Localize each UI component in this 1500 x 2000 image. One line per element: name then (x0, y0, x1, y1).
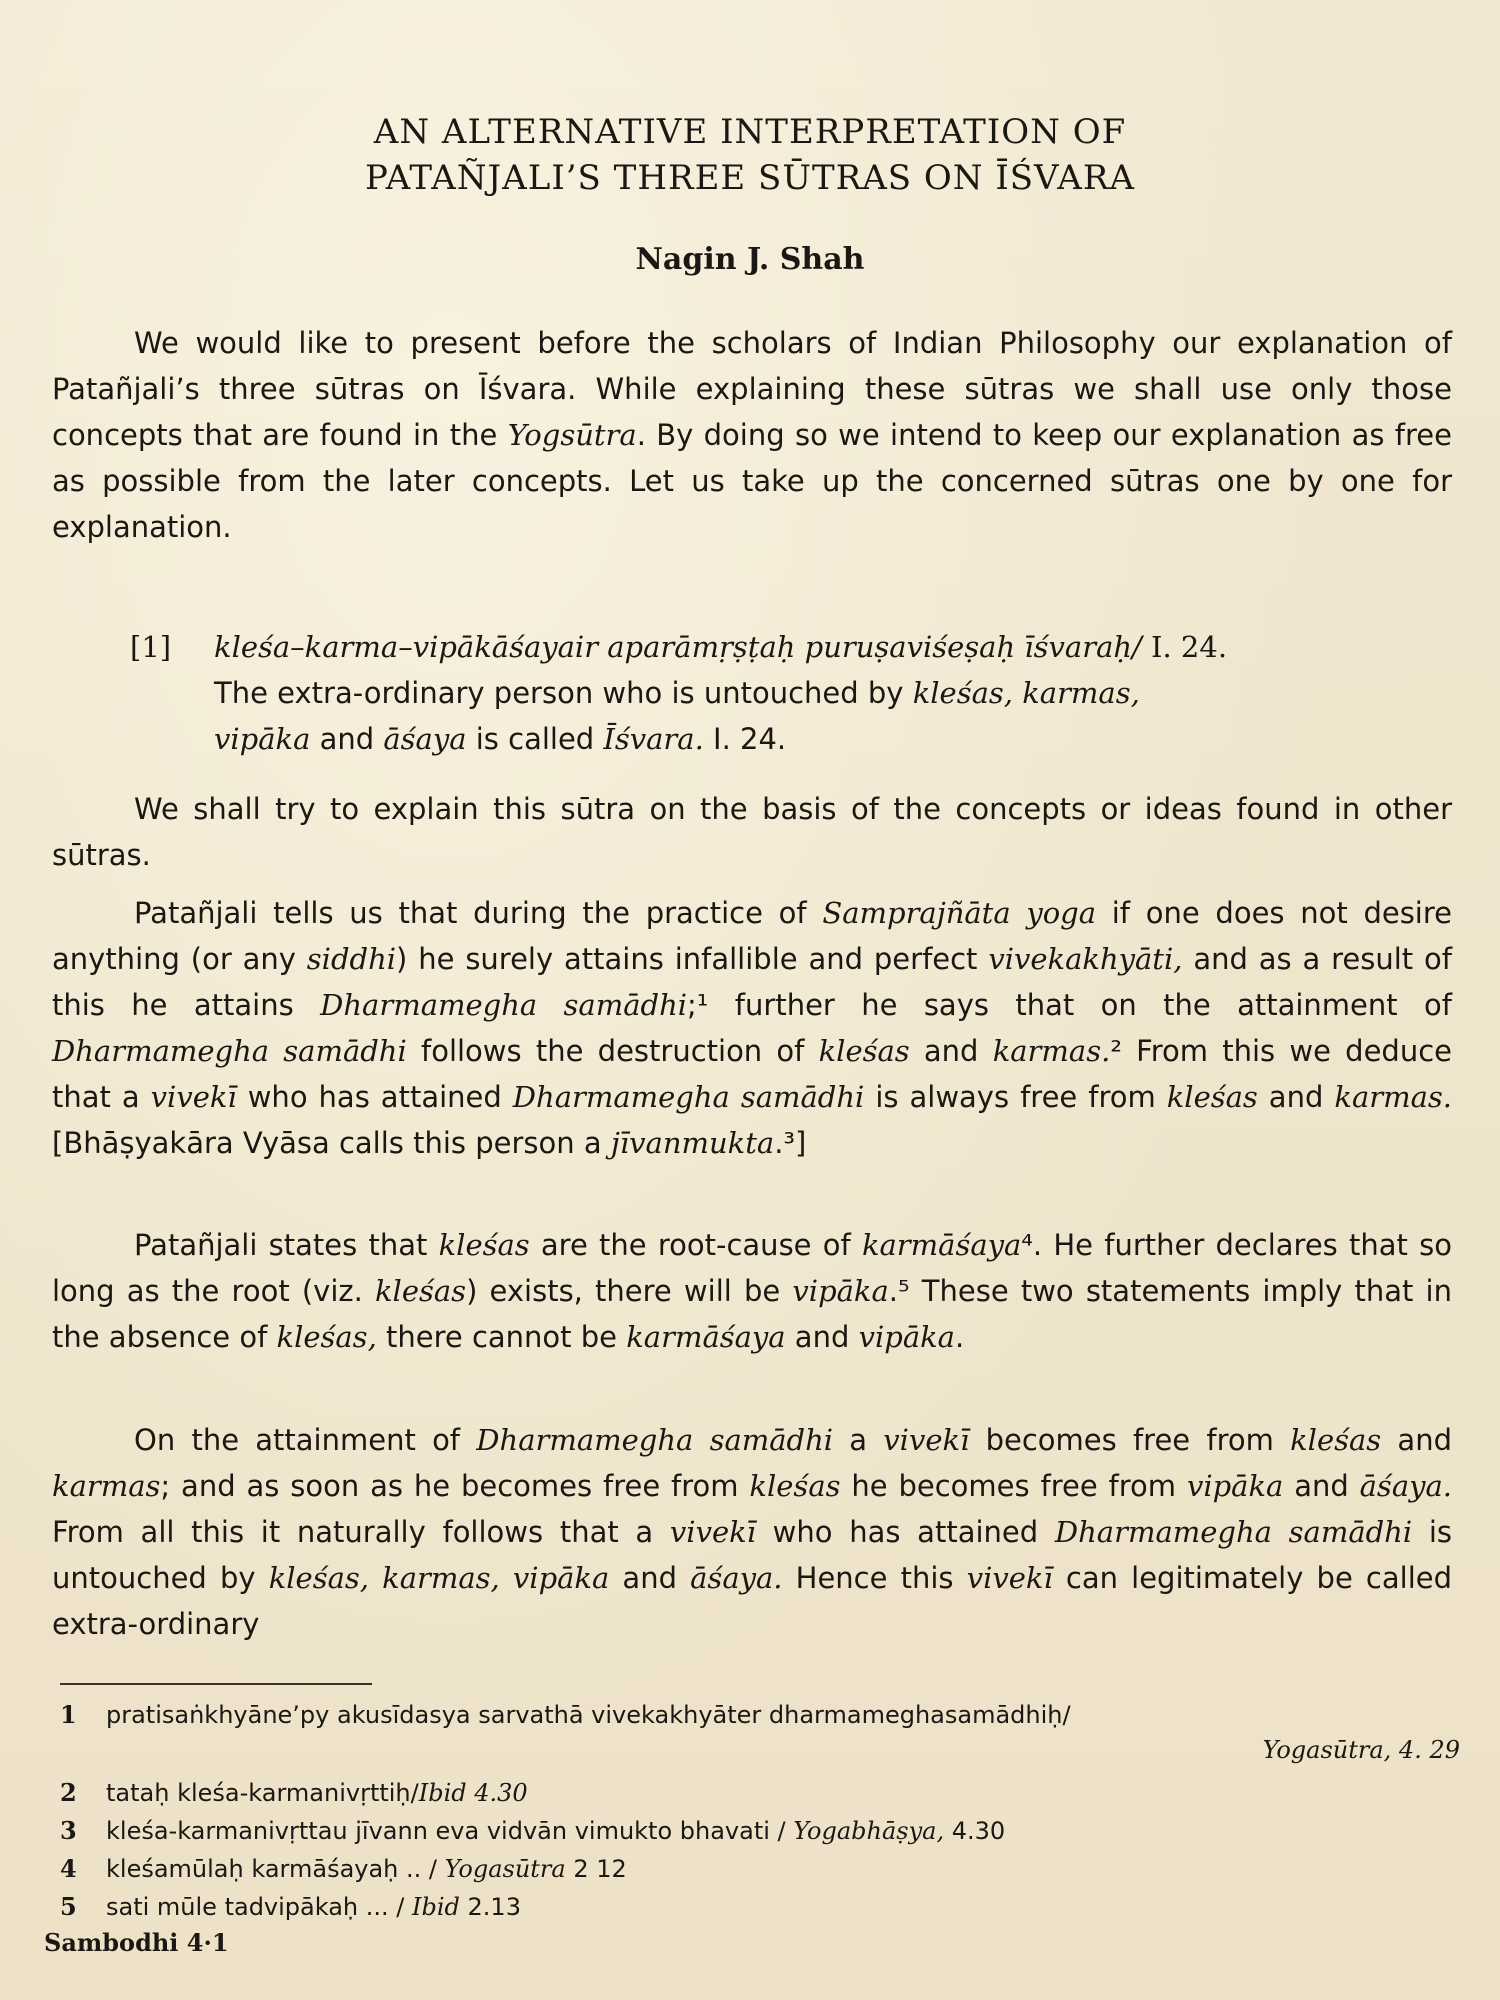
paragraph-patanjali: Patañjali tells us that during the practice of Samprajñāta yoga if one does not desire anything (or any siddhi) he surely attains infallible and perfect vivekakhyāti, and as a result of this he attains Dharmamegha samādhi;¹ further he says that on the attainment of Dharmamegha samādhi follows the destruction of kleśas and karmas.² From this we deduce that a vivekī who has attained Dharmamegha samādhi is always free from kleśas and karmas. [Bhāṣyakāra Vyāsa calls this person a jīvanmukta.³] (52, 896, 1452, 1160)
paragraph-conclusion: On the attainment of Dharmamegha samādhi a vivekī becomes free from kleśas and karmas; and as soon as he becomes free from kleśas he becomes free from vipāka and āśaya. From all this it naturally follows that a vivekī who has attained Dharmamegha samādhi is untouched by kleśas, karmas, vipāka and āśaya. Hence this vivekī can legitimately be called extra-ordinary (52, 1423, 1453, 1641)
article-title-line-2: PATAÑJALI’S THREE SŪTRAS ON ĪŚVARA (364, 158, 1136, 198)
paragraph-intro: We would like to present before the scholars of Indian Philosophy our explanation of Patañjali’s three sūtras on Īśvara. While explaining these sūtras we shall use only those concepts that are found in the Yogsūtra. By doing so we intend to keep our explanation as free as possible from the later concepts. Let us take up the concerned sūtras one by one for explanation. (52, 326, 1452, 544)
paragraph-root-cause: Patañjali states that kleśas are the root-cause of karmāśaya⁴. He further declares that so long as the root (viz. kleśas) exists, there will be vipāka.⁵ These two statements imply that in the absence of kleśas, there cannot be karmāśaya and vipāka. (52, 1228, 1452, 1354)
footnote-5: 5 sati mūle tadvipākaḥ ... / Ibid 2.13 (60, 1892, 521, 1921)
footnote-divider (60, 1683, 372, 1685)
footnote-4: 4 kleśamūlaḥ karmāśayaḥ .. / Yogasūtra 2 12 (60, 1854, 627, 1883)
journal-name: Sambodhi 4·1 (44, 1928, 229, 1957)
author-name: Nagin J. Shah (635, 242, 865, 277)
article-title-line-1: AN ALTERNATIVE INTERPRETATION OF (373, 112, 1127, 152)
footnote-1: 1 pratisaṅkhyāne’py akusīdasya sarvathā vivekakhyāter dharmameghasamādhiḥ/ (60, 1700, 1071, 1729)
sutra-number: [1] (130, 630, 172, 664)
sutra-translation: The extra-ordinary person who is untouched by kleśas, karmas, vipāka and āśaya is called Īśvara. I. 24. (214, 676, 1140, 756)
footnote-2: 2 tataḥ kleśa-karmanivṛttiḥ/Ibid 4.30 (60, 1778, 528, 1807)
sutra-sanskrit: kleśa–karma–vipākāśayair aparāmṛṣṭaḥ puruṣaviśeṣaḥ īśvaraḥ/ I. 24. (214, 630, 1228, 664)
footnote-1-source: Yogasūtra, 4. 29 (1262, 1736, 1460, 1764)
footnote-3: 3 kleśa-karmanivṛttau jīvann eva vidvān vimukto bhavati / Yogabhāṣya, 4.30 (60, 1816, 1006, 1845)
paragraph-explain: We shall try to explain this sūtra on the basis of the concepts or ideas found in other sūtras. (52, 792, 1452, 872)
sutra-block (130, 624, 1430, 762)
